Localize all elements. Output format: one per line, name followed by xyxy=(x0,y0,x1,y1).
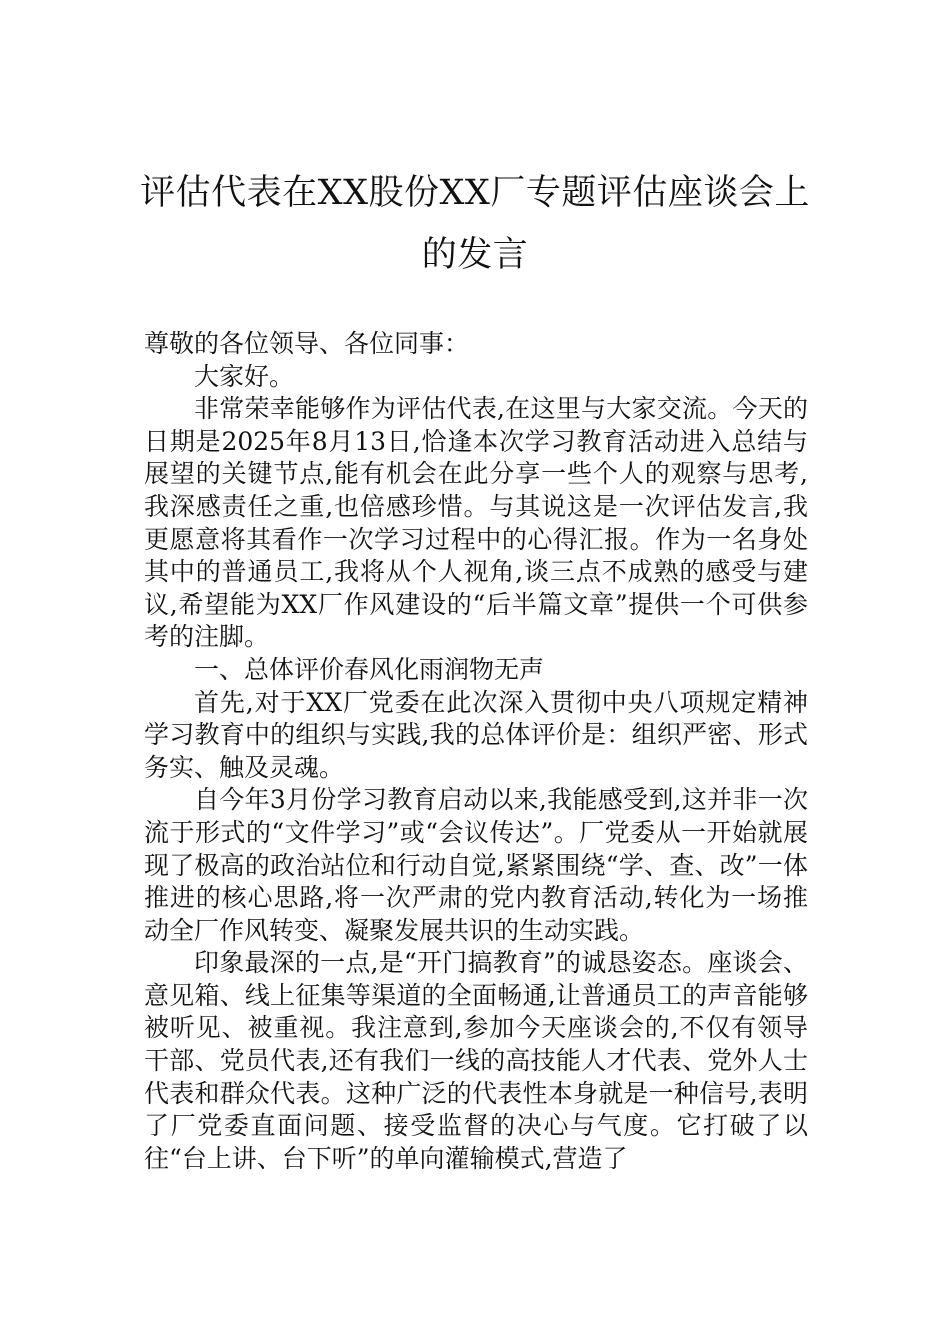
paragraph-open-education: 印象最深的一点,是“开门搞教育”的诚恳姿态。座谈会、意见箱、线上征集等渠道的全面畅通,让普通员工的声音能够被听见、被重视。我注意到,参加今天座谈会的,不仅有领导干部、党员代表,还有我们一线的高技能人才代表、党外人士代表和群众代表。这种广泛的代表性本身就是一种信号,表明了厂党委直面问题、接受监督的决心与气度。它打破了以往“台上讲、台下听”的单向灌输模式,营造了 xyxy=(144,948,808,1173)
paragraph-intro: 非常荣幸能够作为评估代表,在这里与大家交流。今天的日期是2025年8月13日,恰逢本次学习教育活动进入总结与展望的关键节点,能有机会在此分享一些个人的观察与思考,我深感责任之重,也倍感珍惜。与其说这是一次评估发言,我更愿意将其看作一次学习过程中的心得汇报。作为一名身处其中的普通员工,我将从个人视角,谈三点不成熟的感受与建议,希望能为XX厂作风建设的“后半篇文章”提供一个可供参考的注脚。 xyxy=(144,394,808,652)
document-body xyxy=(144,328,808,1175)
salutation: 尊敬的各位领导、各位同事： xyxy=(144,329,470,358)
paragraph-since-march: 自今年3月份学习教育启动以来,我能感受到,这并非一次流于形式的“文件学习”或“会议传达”。厂党委从一开始就展现了极高的政治站位和行动自觉,紧紧围绕“学、查、改”一体推进的核心思路,将一次严肃的党内教育活动,转化为一场推动全厂作风转变、凝聚发展共识的生动实践。 xyxy=(144,785,808,945)
section-heading-1: 一、总体评价春风化雨润物无声 xyxy=(194,654,545,684)
greeting: 大家好。 xyxy=(194,361,295,391)
paragraph-overall-evaluation: 首先,对于XX厂党委在此次深入贯彻中央八项规定精神学习教育中的组织与实践,我的总体评价是：组织严密、形式务实、触及灵魂。 xyxy=(144,687,808,782)
document-title: 评估代表在XX股份XX厂专题评估座谈会上的发言 xyxy=(140,173,810,275)
